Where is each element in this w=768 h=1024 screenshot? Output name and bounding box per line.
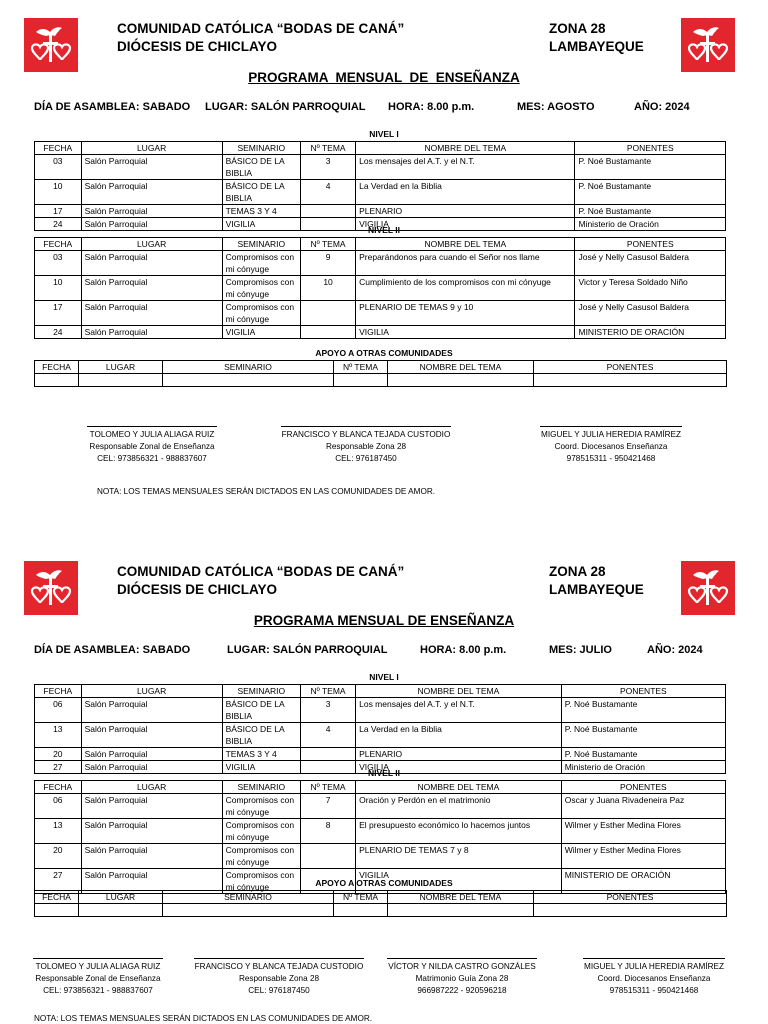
signature-block bbox=[280, 426, 452, 465]
cell-nombre-tema: VIGILIA bbox=[356, 869, 562, 894]
info-anio: AÑO: 2024 bbox=[634, 101, 690, 113]
col-num-tema: Nº TEMA bbox=[301, 142, 356, 155]
col-nombre-tema: NOMBRE DEL TEMA bbox=[356, 781, 562, 794]
cell-fecha: 20 bbox=[35, 844, 82, 869]
info-hora: HORA: 8.00 p.m. bbox=[388, 101, 475, 113]
cell-lugar: Salón Parroquial bbox=[81, 218, 222, 231]
signature-block bbox=[536, 426, 686, 465]
cell-lugar: Salón Parroquial bbox=[81, 869, 222, 894]
signature-name: FRANCISCO Y BLANCA TEJADA CUSTODIO bbox=[194, 962, 364, 971]
cell-nombre-tema: PLENARIO DE TEMAS 7 y 8 bbox=[356, 844, 562, 869]
nivel1-title: NIVEL I bbox=[369, 672, 399, 682]
zone-name: ZONA 28 bbox=[549, 564, 606, 579]
col-lugar: LUGAR bbox=[79, 361, 163, 374]
cell-ponentes: MINISTERIO DE ORACIÓN bbox=[575, 326, 726, 339]
cell-fecha: 27 bbox=[35, 869, 82, 894]
cell-ponentes: Ministerio de Oración bbox=[575, 218, 726, 231]
signature-block bbox=[28, 958, 168, 997]
signature-role: Responsable Zona 28 bbox=[238, 974, 320, 983]
col-ponentes: PONENTES bbox=[575, 238, 726, 251]
col-num-tema: Nº TEMA bbox=[301, 781, 356, 794]
info-lugar: LUGAR: SALÓN PARROQUIAL bbox=[205, 101, 366, 113]
col-ponentes: PONENTES bbox=[561, 781, 725, 794]
zone-name: ZONA 28 bbox=[549, 21, 606, 36]
col-seminario: SEMINARIO bbox=[222, 685, 300, 698]
diocese-name: DIÓCESIS DE CHICLAYO bbox=[117, 39, 278, 54]
cell-fecha: 13 bbox=[35, 819, 82, 844]
signature-phone: CEL: 973856321 - 988837607 bbox=[43, 986, 153, 995]
col-nombre-tema: NOMBRE DEL TEMA bbox=[356, 238, 575, 251]
cell-fecha: 10 bbox=[35, 276, 82, 301]
cell-num-tema bbox=[301, 301, 356, 326]
table-row bbox=[35, 155, 726, 180]
table-header-row bbox=[35, 685, 726, 698]
cell-num-tema bbox=[301, 326, 356, 339]
cell-seminario: Compromisos con mi cónyuge bbox=[222, 844, 300, 869]
page-title: PROGRAMA MENSUAL DE ENSEÑANZA bbox=[253, 613, 515, 628]
table-row bbox=[35, 374, 727, 387]
cell-ponentes: P. Noé Bustamante bbox=[575, 155, 726, 180]
zone-region: LAMBAYEQUE bbox=[549, 582, 644, 597]
cell-seminario: Compromisos con mi cónyuge bbox=[222, 869, 300, 894]
cell-fecha: 17 bbox=[35, 301, 82, 326]
cell-lugar: Salón Parroquial bbox=[81, 276, 222, 301]
cell-lugar: Salón Parroquial bbox=[81, 723, 222, 748]
apoyo-table bbox=[34, 360, 727, 387]
cell-ponentes: Oscar y Juana Rivadeneira Paz bbox=[561, 794, 725, 819]
info-hora: HORA: 8.00 p.m. bbox=[420, 644, 507, 656]
signature-name: VÍCTOR Y NILDA CASTRO GONZÁLES bbox=[388, 962, 536, 971]
nivel2-title: NIVEL II bbox=[368, 225, 400, 235]
cell-fecha: 17 bbox=[35, 205, 82, 218]
cell-lugar: Salón Parroquial bbox=[81, 819, 222, 844]
signature-role: Coord. Diocesanos Enseñanza bbox=[554, 442, 668, 451]
cell-lugar: Salón Parroquial bbox=[81, 326, 222, 339]
col-fecha: FECHA bbox=[35, 238, 82, 251]
col-lugar: LUGAR bbox=[81, 685, 222, 698]
org-name: COMUNIDAD CATÓLICA “BODAS DE CANÁ” bbox=[117, 21, 405, 36]
cell-fecha: 06 bbox=[35, 794, 82, 819]
col-num-tema: Nº TEMA bbox=[301, 685, 356, 698]
col-seminario: SEMINARIO bbox=[163, 361, 334, 374]
table-body bbox=[35, 251, 726, 339]
cell-num-tema: 3 bbox=[301, 698, 356, 723]
col-ponentes: PONENTES bbox=[561, 685, 725, 698]
cell-nombre-tema: Cumplimiento de los compromisos con mi cónyuge bbox=[356, 276, 575, 301]
cell-nombre-tema: VIGILIA bbox=[356, 326, 575, 339]
cell-seminario: BÁSICO DE LA BIBLIA bbox=[222, 155, 300, 180]
cell-num-tema bbox=[301, 748, 356, 761]
table-row bbox=[35, 723, 726, 748]
nivel1-title: NIVEL I bbox=[369, 129, 399, 139]
nivel1-table bbox=[34, 141, 726, 231]
signature-block bbox=[578, 958, 730, 997]
signature-role: Coord. Diocesanos Enseñanza bbox=[597, 974, 711, 983]
cell-ponentes: P. Noé Bustamante bbox=[561, 698, 725, 723]
apoyo-table bbox=[34, 890, 727, 917]
signature-name: TOLOMEO Y JULIA ALIAGA RUIZ bbox=[89, 430, 215, 439]
page-title: PROGRAMA MENSUAL DE ENSEÑANZA bbox=[248, 70, 520, 85]
table-header-row bbox=[35, 142, 726, 155]
table-body bbox=[35, 155, 726, 231]
col-ponentes: PONENTES bbox=[534, 891, 727, 904]
cell-seminario: VIGILIA bbox=[222, 326, 300, 339]
apoyo-title: APOYO A OTRAS COMUNIDADES bbox=[315, 878, 453, 888]
cell-fecha: 10 bbox=[35, 180, 82, 205]
cell-num-tema: 3 bbox=[301, 155, 356, 180]
cell-seminario: BÁSICO DE LA BIBLIA bbox=[222, 723, 300, 748]
footnote: NOTA: LOS TEMAS MENSUALES SERÁN DICTADOS EN LAS COMUNIDADES DE AMOR. bbox=[34, 1014, 373, 1023]
signature-phone: CEL: 976187450 bbox=[248, 986, 310, 995]
cell-lugar: Salón Parroquial bbox=[81, 844, 222, 869]
cell-lugar: Salón Parroquial bbox=[81, 794, 222, 819]
cell-nombre-tema: La Verdad en la Biblia bbox=[356, 723, 562, 748]
cell-ponentes: Wilmer y Esther Medina Flores bbox=[561, 819, 725, 844]
cell-seminario: VIGILIA bbox=[222, 761, 300, 774]
info-mes: MES: AGOSTO bbox=[517, 101, 595, 113]
cell-fecha: 03 bbox=[35, 155, 82, 180]
dove-hearts-logo-icon bbox=[24, 561, 78, 615]
table-row bbox=[35, 326, 726, 339]
signature-role: Matrimonio Guía Zona 28 bbox=[415, 974, 509, 983]
nivel1-table bbox=[34, 684, 726, 774]
table-row bbox=[35, 301, 726, 326]
cell-ponentes: José y Nelly Casusol Baldera bbox=[575, 301, 726, 326]
cell-seminario: TEMAS 3 Y 4 bbox=[222, 748, 300, 761]
signature-phone: 966987222 - 920596218 bbox=[417, 986, 507, 995]
cell-nombre-tema: PLENARIO bbox=[356, 205, 575, 218]
cell-seminario: Compromisos con mi cónyuge bbox=[222, 251, 300, 276]
col-ponentes: PONENTES bbox=[575, 142, 726, 155]
signature-block bbox=[84, 426, 220, 465]
table-row bbox=[35, 748, 726, 761]
cell-nombre-tema: VIGILIA bbox=[356, 761, 562, 774]
signature-block bbox=[384, 958, 540, 997]
cell-fecha: 06 bbox=[35, 698, 82, 723]
cell-fecha: 27 bbox=[35, 761, 82, 774]
table-row bbox=[35, 251, 726, 276]
cell-nombre-tema: VIGILIA bbox=[356, 218, 575, 231]
signature-block bbox=[192, 958, 366, 997]
cell-seminario: BÁSICO DE LA BIBLIA bbox=[222, 698, 300, 723]
info-mes: MES: JULIO bbox=[549, 644, 612, 656]
cell-lugar: Salón Parroquial bbox=[81, 205, 222, 218]
col-nombre-tema: NOMBRE DEL TEMA bbox=[388, 891, 534, 904]
col-lugar: LUGAR bbox=[81, 142, 222, 155]
signature-name: MIGUEL Y JULIA HEREDIA RAMÍREZ bbox=[584, 962, 724, 971]
col-seminario: SEMINARIO bbox=[222, 142, 300, 155]
cell-nombre-tema: La Verdad en la Biblia bbox=[356, 180, 575, 205]
cell-seminario: Compromisos con mi cónyuge bbox=[222, 794, 300, 819]
col-num-tema: Nº TEMA bbox=[334, 361, 388, 374]
cell-nombre-tema: Los mensajes del A.T. y el N.T. bbox=[356, 698, 562, 723]
table-body bbox=[35, 698, 726, 774]
signature-name: FRANCISCO Y BLANCA TEJADA CUSTODIO bbox=[281, 430, 451, 439]
table-row bbox=[35, 698, 726, 723]
cell-num-tema: 4 bbox=[301, 723, 356, 748]
apoyo-title: APOYO A OTRAS COMUNIDADES bbox=[315, 348, 453, 358]
cell-fecha: 03 bbox=[35, 251, 82, 276]
signature-phone: CEL: 976187450 bbox=[335, 454, 397, 463]
col-nombre-tema: NOMBRE DEL TEMA bbox=[388, 361, 534, 374]
nivel2-table bbox=[34, 780, 726, 894]
signature-phone: 978515311 - 950421468 bbox=[609, 986, 699, 995]
cell-seminario: BÁSICO DE LA BIBLIA bbox=[222, 180, 300, 205]
table-row bbox=[35, 276, 726, 301]
cell-num-tema bbox=[301, 844, 356, 869]
cell-ponentes: Ministerio de Oración bbox=[561, 761, 725, 774]
diocese-name: DIÓCESIS DE CHICLAYO bbox=[117, 582, 278, 597]
nivel2-table bbox=[34, 237, 726, 339]
col-nombre-tema: NOMBRE DEL TEMA bbox=[356, 142, 575, 155]
cell-seminario: VIGILIA bbox=[222, 218, 300, 231]
col-seminario: SEMINARIO bbox=[222, 781, 300, 794]
cell-ponentes: José y Nelly Casusol Baldera bbox=[575, 251, 726, 276]
dove-hearts-logo-icon bbox=[24, 18, 78, 72]
col-fecha: FECHA bbox=[35, 361, 79, 374]
cell-lugar: Salón Parroquial bbox=[81, 761, 222, 774]
signature-name: TOLOMEO Y JULIA ALIAGA RUIZ bbox=[35, 962, 161, 971]
cell-lugar: Salón Parroquial bbox=[81, 180, 222, 205]
dove-hearts-logo-icon bbox=[681, 18, 735, 72]
cell-seminario: Compromisos con mi cónyuge bbox=[222, 276, 300, 301]
cell-fecha: 13 bbox=[35, 723, 82, 748]
cell-lugar: Salón Parroquial bbox=[81, 748, 222, 761]
cell-num-tema: 7 bbox=[301, 794, 356, 819]
table-header-row bbox=[35, 891, 727, 904]
col-ponentes: PONENTES bbox=[534, 361, 727, 374]
signature-role: Responsable Zonal de Enseñanza bbox=[35, 974, 161, 983]
cell-num-tema: 9 bbox=[301, 251, 356, 276]
cell-nombre-tema: PLENARIO DE TEMAS 9 y 10 bbox=[356, 301, 575, 326]
cell-lugar: Salón Parroquial bbox=[81, 698, 222, 723]
cell-fecha: 20 bbox=[35, 748, 82, 761]
table-header-row bbox=[35, 781, 726, 794]
table-row bbox=[35, 904, 727, 917]
cell-ponentes: P. Noé Bustamante bbox=[575, 180, 726, 205]
zone-region: LAMBAYEQUE bbox=[549, 39, 644, 54]
info-lugar: LUGAR: SALÓN PARROQUIAL bbox=[227, 644, 388, 656]
cell-nombre-tema: PLENARIO bbox=[356, 748, 562, 761]
signature-role: Responsable Zona 28 bbox=[325, 442, 407, 451]
table-header-row bbox=[35, 361, 727, 374]
col-nombre-tema: NOMBRE DEL TEMA bbox=[356, 685, 562, 698]
cell-seminario: Compromisos con mi cónyuge bbox=[222, 819, 300, 844]
table-row bbox=[35, 180, 726, 205]
cell-ponentes: P. Noé Bustamante bbox=[561, 748, 725, 761]
col-fecha: FECHA bbox=[35, 781, 82, 794]
dove-hearts-logo-icon bbox=[681, 561, 735, 615]
cell-num-tema bbox=[301, 205, 356, 218]
col-fecha: FECHA bbox=[35, 142, 82, 155]
col-lugar: LUGAR bbox=[81, 238, 222, 251]
cell-nombre-tema: El presupuesto económico lo hacemos juntos bbox=[356, 819, 562, 844]
signature-name: MIGUEL Y JULIA HEREDIA RAMÍREZ bbox=[541, 430, 681, 439]
table-row bbox=[35, 819, 726, 844]
cell-seminario: Compromisos con mi cónyuge bbox=[222, 301, 300, 326]
info-dia: DÍA DE ASAMBLEA: SABADO bbox=[34, 644, 191, 656]
table-row bbox=[35, 794, 726, 819]
col-fecha: FECHA bbox=[35, 891, 79, 904]
cell-ponentes: Victor y Teresa Soldado Niño bbox=[575, 276, 726, 301]
cell-num-tema: 8 bbox=[301, 819, 356, 844]
col-fecha: FECHA bbox=[35, 685, 82, 698]
cell-num-tema: 10 bbox=[301, 276, 356, 301]
cell-ponentes: Wilmer y Esther Medina Flores bbox=[561, 844, 725, 869]
table-row bbox=[35, 205, 726, 218]
cell-fecha: 24 bbox=[35, 326, 82, 339]
cell-nombre-tema: Los mensajes del A.T. y el N.T. bbox=[356, 155, 575, 180]
cell-num-tema: 4 bbox=[301, 180, 356, 205]
col-num-tema: Nº TEMA bbox=[301, 238, 356, 251]
col-lugar: LUGAR bbox=[79, 891, 163, 904]
org-name: COMUNIDAD CATÓLICA “BODAS DE CANÁ” bbox=[117, 564, 405, 579]
footnote: NOTA: LOS TEMAS MENSUALES SERÁN DICTADOS EN LAS COMUNIDADES DE AMOR. bbox=[97, 487, 436, 496]
cell-fecha: 24 bbox=[35, 218, 82, 231]
cell-ponentes: P. Noé Bustamante bbox=[561, 723, 725, 748]
signature-role: Responsable Zonal de Enseñanza bbox=[89, 442, 215, 451]
cell-nombre-tema: Oración y Perdón en el matrimonio bbox=[356, 794, 562, 819]
info-dia: DÍA DE ASAMBLEA: SABADO bbox=[34, 101, 191, 113]
cell-ponentes: P. Noé Bustamante bbox=[575, 205, 726, 218]
col-lugar: LUGAR bbox=[81, 781, 222, 794]
col-seminario: SEMINARIO bbox=[163, 891, 334, 904]
cell-lugar: Salón Parroquial bbox=[81, 251, 222, 276]
cell-seminario: TEMAS 3 Y 4 bbox=[222, 205, 300, 218]
cell-lugar: Salón Parroquial bbox=[81, 155, 222, 180]
info-anio: AÑO: 2024 bbox=[647, 644, 703, 656]
table-row bbox=[35, 844, 726, 869]
nivel2-title: NIVEL II bbox=[368, 768, 400, 778]
col-num-tema: Nº TEMA bbox=[334, 891, 388, 904]
cell-nombre-tema: Preparándonos para cuando el Señor nos llame bbox=[356, 251, 575, 276]
table-header-row bbox=[35, 238, 726, 251]
signature-phone: 978515311 - 950421468 bbox=[566, 454, 656, 463]
cell-lugar: Salón Parroquial bbox=[81, 301, 222, 326]
signature-phone: CEL: 973856321 - 988837607 bbox=[97, 454, 207, 463]
col-seminario: SEMINARIO bbox=[222, 238, 300, 251]
cell-ponentes: MINISTERIO DE ORACIÓN bbox=[561, 869, 725, 894]
